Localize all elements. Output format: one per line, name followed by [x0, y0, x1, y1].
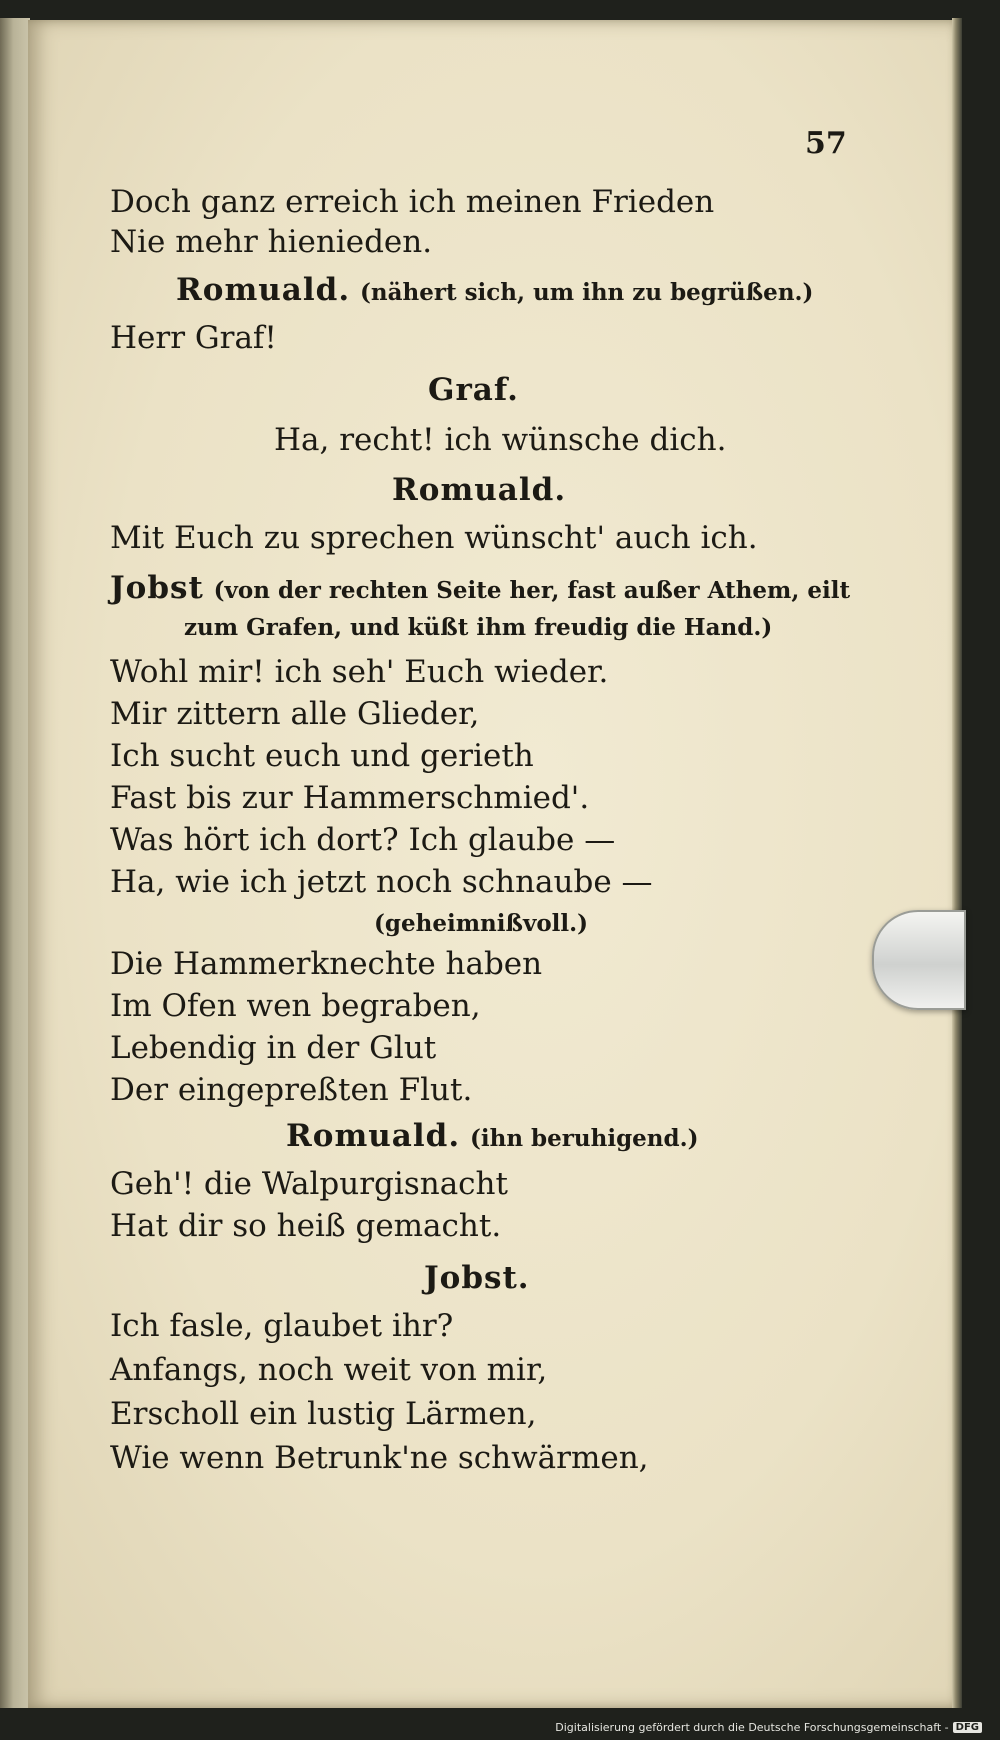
verse-line: Mit Euch zu sprechen wünscht' auch ich.	[110, 520, 758, 556]
dfg-logo: DFG	[953, 1722, 982, 1733]
stage-direction: (von der rechten Seite her, fast außer Athem, eilt	[213, 577, 851, 604]
speaker-name: Jobst.	[424, 1260, 530, 1296]
verse-line: Im Ofen wen begraben,	[110, 988, 481, 1024]
verse-line: Mir zittern alle Glieder,	[110, 696, 480, 732]
verse-line: Herr Graf!	[110, 320, 277, 356]
page-number: 57	[805, 126, 847, 161]
verse-line: Erscholl ein lustig Lärmen,	[110, 1396, 537, 1432]
page-clip	[872, 910, 966, 1010]
verse-line: Der eingepreßten Flut.	[110, 1072, 473, 1108]
page-edge	[952, 18, 962, 1708]
speaker-name: Romuald.	[392, 472, 567, 508]
verse-line: Ha, wie ich jetzt noch schnaube —	[110, 864, 653, 900]
verse-line: Ich sucht euch und gerieth	[110, 738, 534, 774]
speaker-line	[286, 1116, 698, 1159]
stage-direction: (ihn beruhigend.)	[469, 1125, 699, 1152]
verse-line: Doch ganz erreich ich meinen Frieden	[110, 184, 715, 220]
digitization-footer	[555, 1721, 982, 1734]
speaker-name: Romuald.	[286, 1118, 461, 1154]
footer-text: Digitalisierung gefördert durch die Deutsche Forschungsgemeinschaft -	[555, 1721, 949, 1734]
speaker-name: Romuald.	[176, 272, 351, 308]
verse-line: Nie mehr hienieden.	[110, 224, 433, 260]
verse-line: Fast bis zur Hammerschmied'.	[110, 780, 590, 816]
speaker-name: Jobst	[110, 570, 204, 606]
verse-line: Geh'! die Walpurgisnacht	[110, 1166, 508, 1202]
stage-direction: (nähert sich, um ihn zu begrüßen.)	[359, 279, 814, 306]
verse-line: Wohl mir! ich seh' Euch wieder.	[110, 654, 609, 690]
book-spine	[0, 18, 30, 1708]
stage-direction: (geheimnißvoll.)	[374, 910, 589, 937]
speaker-line	[176, 270, 813, 313]
verse-line: Wie wenn Betrunk'ne schwärmen,	[110, 1440, 649, 1476]
verse-line: Anfangs, noch weit von mir,	[110, 1352, 548, 1388]
stage-direction: zum Grafen, und küßt ihm freudig die Hand.)	[184, 614, 773, 641]
verse-line: Ha, recht! ich wünsche dich.	[274, 422, 727, 458]
speaker-line	[110, 568, 850, 611]
verse-line: Ich fasle, glaubet ihr?	[110, 1308, 454, 1344]
verse-line: Die Hammerknechte haben	[110, 946, 543, 982]
speaker-name: Graf.	[428, 372, 519, 408]
verse-line: Hat dir so heiß gemacht.	[110, 1208, 502, 1244]
verse-line: Lebendig in der Glut	[110, 1030, 437, 1066]
verse-line: Was hört ich dort? Ich glaube —	[110, 822, 616, 858]
